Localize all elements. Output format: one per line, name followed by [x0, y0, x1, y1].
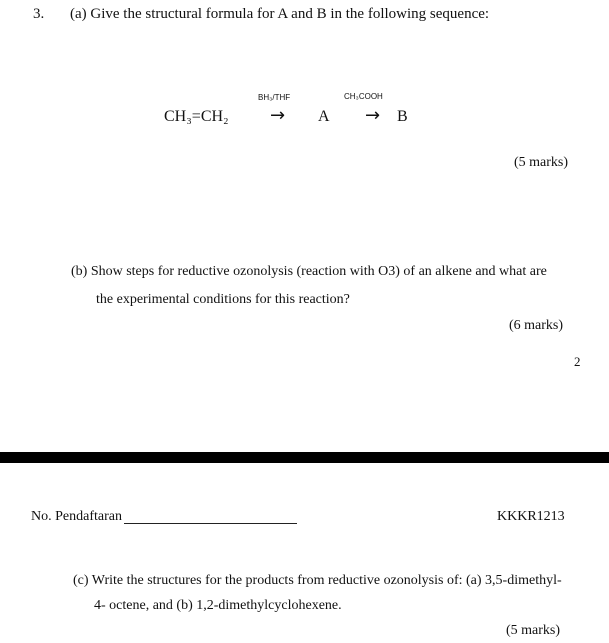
part-a-marks: (5 marks)	[514, 155, 569, 170]
part-b-text-line-2: the experimental conditions for this reaction?	[96, 292, 350, 307]
reagent-2-label: CH₃COOH	[344, 92, 383, 101]
registration-label: No. Pendaftaran	[31, 509, 122, 524]
page-divider	[0, 452, 609, 463]
question-number: 3.	[33, 6, 45, 22]
part-c-text-line-1: (c) Write the structures for the products from reductive ozonolysis of: (a) 3,5-dimethyl-	[73, 573, 562, 588]
part-b-text-line-1: (b) Show steps for reductive ozonolysis (reaction with O3) of an alkene and what are	[71, 264, 547, 279]
part-c-text-line-2: 4- octene, and (b) 1,2-dimethylcyclohexene.	[94, 598, 342, 613]
reaction-arrow-icon: →	[365, 105, 381, 126]
reagent-1-label: BH₃/THF	[258, 93, 291, 102]
registration-blank-line	[124, 523, 297, 524]
part-c-marks: (5 marks)	[506, 623, 561, 638]
reaction-arrow-icon: →	[270, 105, 286, 126]
part-b-marks: (6 marks)	[509, 318, 564, 333]
reactant-formula: CH₃=CH₂	[164, 108, 229, 125]
course-code: KKKR1213	[497, 509, 565, 524]
product-b: B	[397, 108, 408, 125]
part-a-text: (a) Give the structural formula for A and B in the following sequence:	[70, 6, 490, 22]
page-number: 2	[574, 354, 581, 369]
product-a: A	[318, 108, 330, 125]
